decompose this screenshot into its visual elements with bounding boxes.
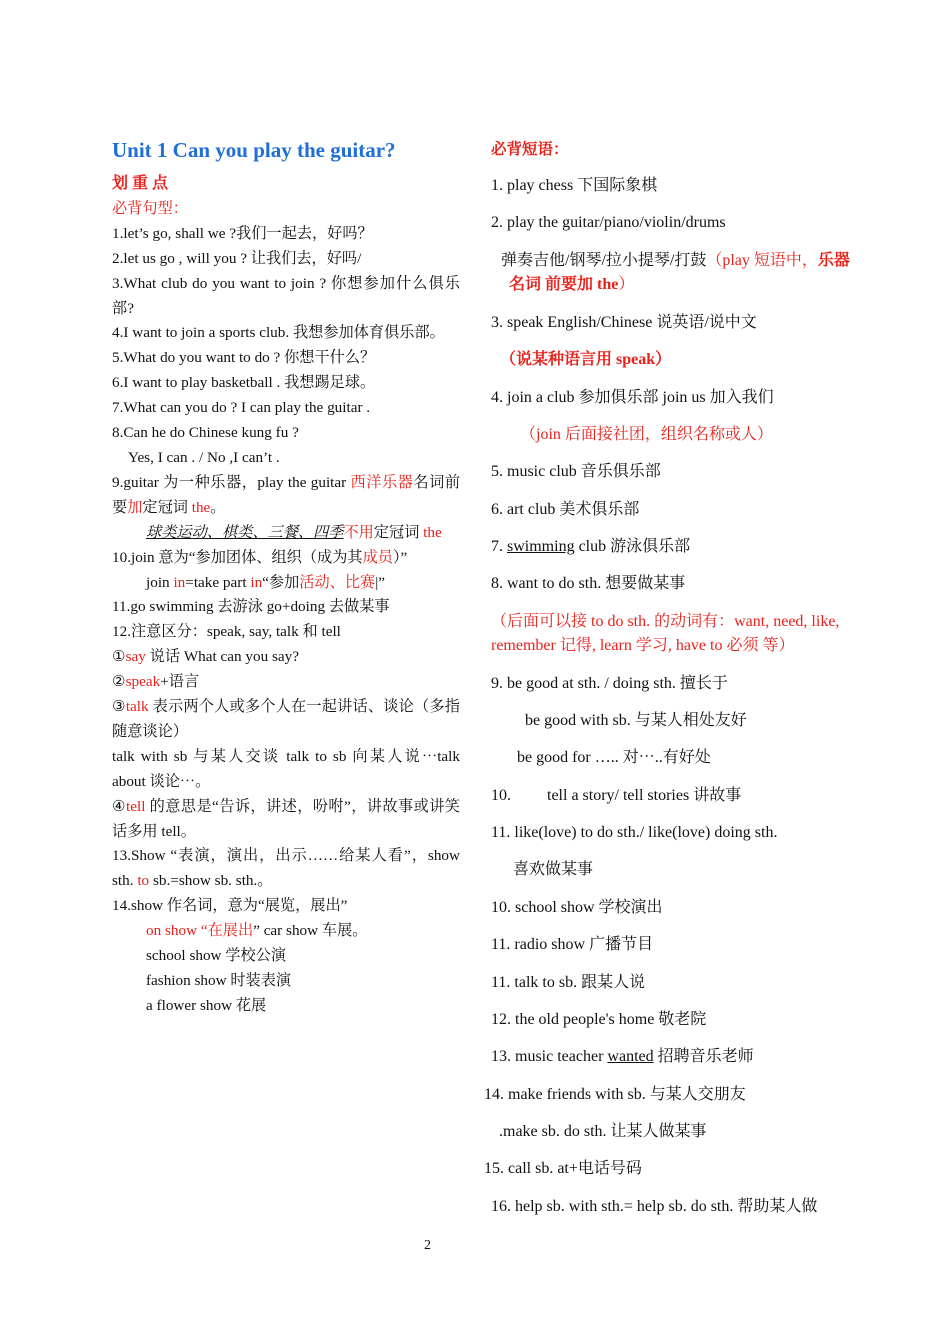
sentence-4: 4.I want to join a sports club. 我想参加体育俱乐部。	[112, 324, 445, 342]
phrase-11-meaning: 喜欢做某事	[513, 861, 594, 878]
sentence-1: 1.let’s go, shall we ?我们一起去，好吗？	[112, 224, 373, 242]
phrase-4: 4. join a club 参加俱乐部 join us 加入我们	[491, 389, 774, 406]
sentence-12: 12.注意区分：speak, say, talk 和 tell	[112, 623, 341, 641]
sentence-11: 11.go swimming 去游泳 go+doing 去做某事	[112, 598, 390, 616]
phrase-7: 7. swimming club 游泳俱乐部	[491, 538, 691, 555]
phrase-8-note: （后面可以接 to do sth. 的动词有：want, need, like, remember 记得, learn 学习, have to 必须 等）	[491, 613, 840, 654]
phrase-music-teacher: 13. music teacher wanted 招聘音乐老师	[491, 1048, 754, 1065]
phrase-9-for: be good for ….. 对⋯..有好处	[517, 749, 711, 766]
sentence-10: 10.join 意为“参加团体、组织（成为其成员）”	[112, 548, 408, 566]
phrase-make-sb-do: .make sb. do sth. 让某人做某事	[499, 1123, 707, 1140]
speak-note: ②speak+语言	[112, 673, 200, 691]
phrase-10: 10. tell a story/ tell stories 讲故事	[491, 787, 742, 804]
phrase-make-friends: 14. make friends with sb. 与某人交朋友	[484, 1086, 746, 1103]
unit-title: Unit 1 Can you play the guitar?	[112, 138, 396, 162]
sentence-10-note: join in=take part in“参加活动、比赛|”	[146, 573, 386, 591]
tell-note: ④tell 的意思是“告诉，讲述，吩咐”，讲故事或讲笑话多用 tell。	[112, 797, 460, 840]
phrase-old-peoples-home: 12. the old people's home 敬老院	[491, 1011, 707, 1028]
sentence-2: 2.let us go , will you ? 让我们去，好吗/	[112, 249, 362, 267]
talk-note: ③talk 表示两个人或多个人在一起讲话、谈论（多指随意谈论）	[112, 698, 460, 740]
sentence-3: 3.What club do you want to join ? 你想参加什么俱乐部?	[112, 274, 460, 317]
sentences-heading: 必背句型：	[112, 199, 188, 217]
sentence-5: 5.What do you want to do ? 你想干什么？	[112, 349, 376, 367]
sentence-8: 8.Can he do Chinese kung fu ?	[112, 424, 299, 442]
phrase-school-show: 10. school show 学校演出	[491, 899, 663, 916]
phrase-9: 9. be good at sth. / doing sth. 擅长于	[491, 675, 728, 692]
phrase-5: 5. music club 音乐俱乐部	[491, 463, 661, 480]
sentence-14-flower: a flower show 花展	[146, 996, 267, 1014]
page-number: 2	[424, 1238, 431, 1253]
phrase-8: 8. want to do sth. 想要做某事	[491, 575, 686, 592]
sentence-9-note: 球类运动、棋类、三餐、四季不用定冠词 the	[146, 523, 442, 541]
phrase-3: 3. speak English/Chinese 说英语/说中文	[491, 314, 757, 331]
talk-phrases: talk with sb 与某人交谈 talk to sb 向某人说⋯talk about 谈论⋯。	[112, 747, 460, 790]
phrase-6: 6. art club 美术俱乐部	[491, 501, 640, 518]
phrase-help-sb: 16. help sb. with sth.= help sb. do sth. 帮助某人做	[491, 1198, 818, 1215]
sentence-6: 6.I want to play basketball . 我想踢足球。	[112, 374, 376, 392]
phrase-2: 2. play the guitar/piano/violin/drums	[491, 214, 726, 231]
sentence-8-answer: Yes, I can . / No ,I can’t .	[128, 448, 280, 466]
sentence-14-school: school show 学校公演	[146, 947, 287, 965]
phrase-4-note: （join 后面接社团，组织名称或人）	[520, 426, 773, 443]
sentence-13: 13.Show “表演，演出，出示……给某人看”，show sth. to sb.=show sb. sth.。	[112, 847, 460, 890]
left-column	[112, 136, 460, 1019]
phrases-heading: 必背短语：	[491, 141, 569, 158]
sentence-14: 14.show 作名词，意为“展览，展出”	[112, 897, 348, 915]
phrase-9-with: be good with sb. 与某人相处友好	[525, 712, 747, 729]
phrase-call-sb: 15. call sb. at+电话号码	[484, 1160, 642, 1177]
phrase-2-note: 弹奏吉他/钢琴/拉小提琴/打鼓（play 短语中，乐器名词 前要加 the）	[501, 252, 850, 293]
sentence-7: 7.What can you do ? I can play the guitar .	[112, 399, 371, 417]
phrase-1: 1. play chess 下国际象棋	[491, 177, 658, 194]
sentence-14-onshow: on show “在展出” car show 车展。	[146, 922, 368, 940]
sentence-14-fashion: fashion show 时装表演	[146, 972, 292, 989]
phrase-3-note: （说某种语言用 speak）	[500, 351, 672, 368]
phrase-talk-to: 11. talk to sb. 跟某人说	[491, 974, 646, 991]
say-note: ①say 说话 What can you say?	[112, 648, 299, 666]
phrase-radio-show: 11. radio show 广播节目	[491, 936, 654, 953]
key-points-heading: 划 重 点	[112, 175, 169, 192]
phrase-11: 11. like(love) to do sth./ like(love) doing sth.	[491, 824, 778, 841]
sentence-9: 9.guitar 为一种乐器，play the guitar 西洋乐器名词前要加定冠词 the。	[112, 473, 461, 516]
